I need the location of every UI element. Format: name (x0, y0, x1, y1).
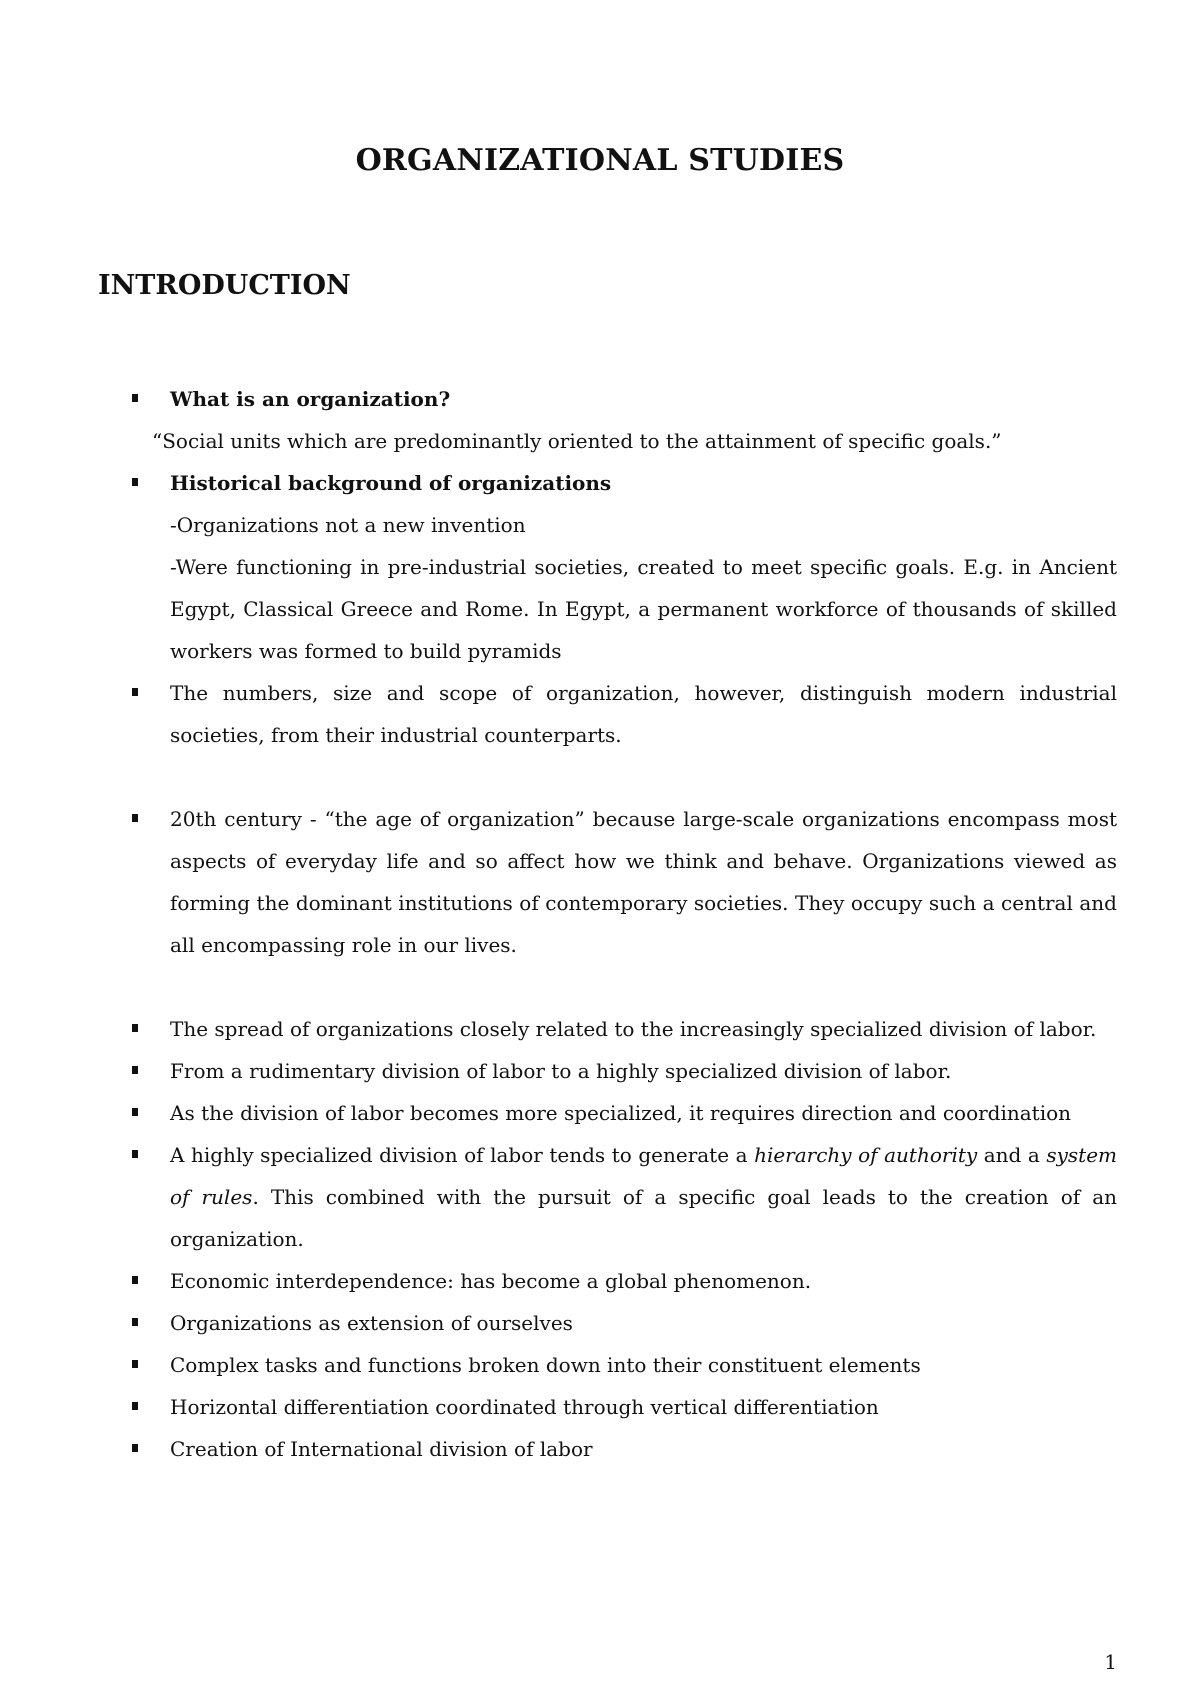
list-item (132, 1386, 1117, 1428)
list-text: . This combined with the pursuit of a specific goal leads to the creation of an organization. (170, 1185, 1117, 1251)
list-text: The spread of organizations closely related to the increasingly specialized division of labor. (170, 1017, 1097, 1041)
list-item (132, 798, 1117, 966)
body-text: -Were functioning in pre-industrial societies, created to meet specific goals. E.g. in Ancient Egypt, Classical Greece and Rome. In Egypt, a permanent workforce of thousands of skilled workers was formed to build pyramids (170, 555, 1117, 663)
list-text: Economic interdependence: has become a global phenomenon. (170, 1269, 812, 1293)
bullet-icon (132, 1276, 138, 1284)
list-text: 20th century - “the age of organization” because large-scale organizations encompass most aspects of everyday life and so affect how we think and behave. Organizations viewed as forming the dominant institutions of contemporary societies. They occupy such a central and all encompassing role in our lives. (170, 807, 1117, 957)
list-text: Creation of International division of labor (170, 1437, 593, 1461)
bullet-icon (132, 478, 138, 486)
bullet-icon (132, 1360, 138, 1368)
list-item (132, 1092, 1117, 1134)
list-text: From a rudimentary division of labor to a highly specialized division of labor. (170, 1059, 952, 1083)
bullet-icon (132, 1108, 138, 1116)
bullet-icon (132, 1024, 138, 1032)
list-text: As the division of labor becomes more specialized, it requires direction and coordination (170, 1101, 1072, 1125)
bullet-icon (132, 1318, 138, 1326)
bullet-icon (132, 688, 138, 696)
list-text: A highly specialized division of labor tends to generate a (170, 1143, 755, 1167)
bullet-icon (132, 1402, 138, 1410)
emphasis-text: hierarchy of authority (754, 1143, 978, 1167)
list-item (132, 1260, 1117, 1302)
list-item (132, 1428, 1117, 1470)
document-title: ORGANIZATIONAL STUDIES (355, 143, 845, 178)
bullet-icon (132, 1066, 138, 1074)
bullet-icon (132, 1444, 138, 1452)
question-text: What is an organization? (170, 387, 451, 411)
list-text: and a (977, 1143, 1047, 1167)
bullet-icon (132, 394, 138, 402)
list-text: Horizontal differentiation coordinated through vertical differentiation (170, 1395, 879, 1419)
list-text: Organizations as extension of ourselves (170, 1311, 573, 1335)
document-body (132, 378, 1117, 1470)
list-item (132, 1050, 1117, 1092)
list-item (132, 1344, 1117, 1386)
list-text: The numbers, size and scope of organization, however, distinguish modern industrial societies, from their industrial counterparts. (170, 681, 1117, 747)
bullet-icon (132, 1150, 138, 1158)
list-item (132, 462, 1117, 504)
list-item (132, 672, 1117, 756)
list-text: Complex tasks and functions broken down into their constituent elements (170, 1353, 921, 1377)
section-heading: INTRODUCTION (98, 270, 351, 301)
emphasis-text: system of rules (170, 1143, 1118, 1209)
list-item (132, 1134, 1117, 1260)
page-number: 1 (1104, 1650, 1117, 1674)
list-item (132, 1008, 1117, 1050)
subheading-text: Historical background of organizations (170, 471, 612, 495)
body-text: -Organizations not a new invention (170, 513, 526, 537)
list-item (132, 378, 1117, 420)
list-item (132, 1302, 1117, 1344)
quote-text: “Social units which are predominantly oriented to the attainment of specific goals.” (152, 429, 1002, 453)
bullet-icon (132, 814, 138, 822)
